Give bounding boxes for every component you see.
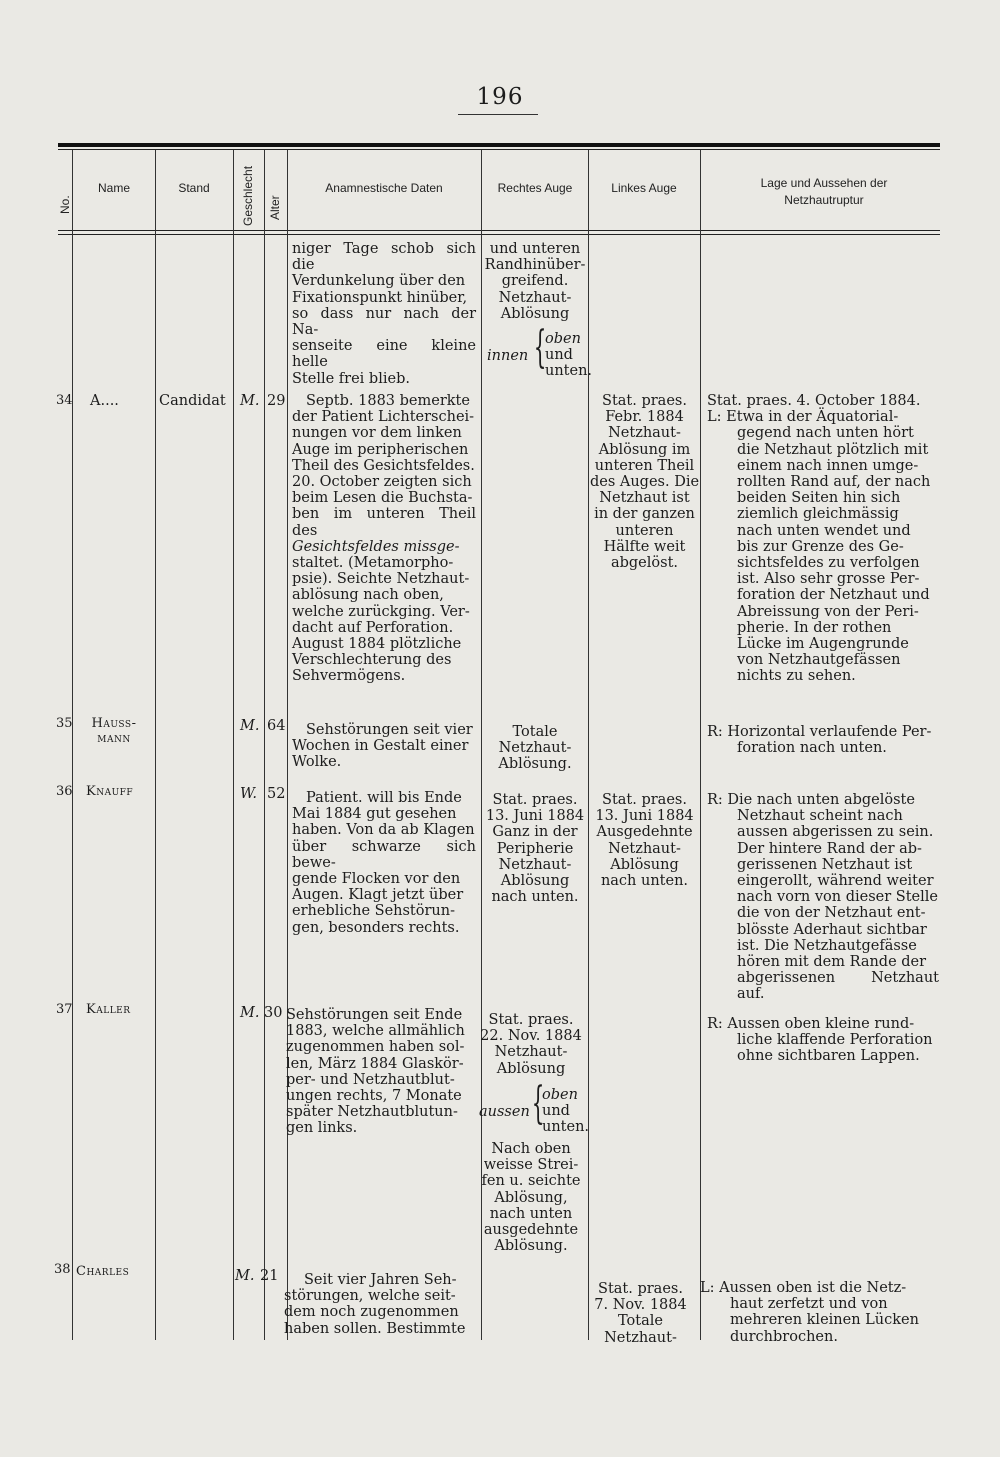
text-line: Netzhaut- xyxy=(498,289,572,306)
text-line: abgelöst. xyxy=(610,555,679,572)
row-35-rechtes xyxy=(482,724,588,773)
col-divider xyxy=(72,150,73,1340)
text-line: per- und Netzhautblut- xyxy=(286,1071,455,1088)
text-line: Netzhaut scheint nach xyxy=(737,808,903,825)
col-divider xyxy=(287,150,288,1340)
text-line: hören mit dem Rande der xyxy=(737,954,927,971)
text-line: durchbrochen. xyxy=(730,1328,838,1345)
text-line: Verdunkelung über den xyxy=(292,273,466,290)
cont-rechtes xyxy=(482,241,588,322)
row-37-sex: M. xyxy=(240,1005,260,1021)
text-line: mann xyxy=(97,731,131,746)
row-37-brace-right xyxy=(542,1087,589,1136)
text-line: Totale xyxy=(512,724,558,740)
text-line: Hälfte weit xyxy=(603,538,686,555)
row-35-name xyxy=(76,716,152,746)
text-line: 22. Nov. 1884 xyxy=(480,1028,582,1045)
text-line: foration der Netzhaut und xyxy=(737,587,930,604)
row-37-lage xyxy=(707,1016,939,1065)
text-line: R: Horizontal verlaufende Per- xyxy=(707,724,932,740)
text-line: unteren xyxy=(615,522,674,539)
text-line: Gesichtsfeldes missge- xyxy=(292,538,460,555)
text-line: Wochen in Gestalt einer xyxy=(292,738,469,755)
text-line: Stat. praes. xyxy=(602,393,687,409)
row-37-no: 37 xyxy=(56,1002,73,1017)
header-name: Name xyxy=(97,181,130,195)
text-line: Sehstörungen seit vier xyxy=(306,722,473,738)
text-line: gende Flocken vor den xyxy=(292,871,461,888)
text-line: haben. Von da ab Klagen xyxy=(292,822,475,839)
text-line: erhebliche Sehstörun- xyxy=(292,903,455,920)
text-line: nach unten xyxy=(489,1205,573,1222)
table-top-rule xyxy=(58,143,940,147)
text-line: Patient. will bis Ende xyxy=(306,790,462,806)
text-line: 20. October zeigten sich xyxy=(292,474,472,491)
row-34-lage xyxy=(707,393,939,685)
row-34-sex: M. xyxy=(240,393,260,409)
text-line: gen links. xyxy=(286,1120,358,1137)
text-line: rollten Rand auf, der nach xyxy=(737,474,931,491)
row-37-rechtes-after xyxy=(474,1141,588,1254)
text-line: len, März 1884 Glaskör- xyxy=(286,1055,464,1072)
text-line: und xyxy=(545,347,573,364)
text-line: haben sollen. Bestimmte xyxy=(284,1320,466,1337)
text-line: Verschlechterung des xyxy=(292,652,452,669)
row-34-name: A.... xyxy=(90,393,119,409)
text-line: Ablösung. xyxy=(494,1238,568,1255)
col-divider xyxy=(233,150,234,1340)
text-line: Abreissung von der Peri- xyxy=(737,603,919,620)
text-line: greifend. xyxy=(501,273,569,290)
text-line: nach unten. xyxy=(491,889,579,906)
row-37-brace-label: aussen xyxy=(479,1104,530,1120)
text-line: blösste Aderhaut sichtbar xyxy=(737,921,927,938)
header-lage: Lage und Aussehen der Netzhautruptur xyxy=(760,176,888,207)
text-line: 1883, welche allmählich xyxy=(286,1023,465,1040)
row-34-age: 29 xyxy=(267,393,286,409)
text-line: einem nach innen umge- xyxy=(737,457,919,474)
text-line: Stelle frei blieb. xyxy=(292,370,410,387)
header-stand: Stand xyxy=(178,181,210,195)
text-line: nach unten wendet und xyxy=(737,522,911,539)
text-line: staltet. (Metamorpho- xyxy=(292,555,454,572)
text-line: Ganz in der xyxy=(492,824,578,841)
text-line: Wolke. xyxy=(292,754,342,771)
col-divider xyxy=(700,150,701,1340)
text-line: nichts zu sehen. xyxy=(737,668,856,685)
row-36-lage xyxy=(707,792,939,1003)
text-line: die Netzhaut plötzlich mit xyxy=(737,441,929,458)
text-line: haut zerfetzt und von xyxy=(730,1296,888,1313)
text-line: Ablösung im xyxy=(598,441,691,458)
text-line: oben xyxy=(545,331,581,347)
text-line: aussen abgerissen zu sein. xyxy=(737,824,934,841)
text-line: fen u. seichte xyxy=(481,1173,581,1190)
table-top-thin-rule xyxy=(58,149,940,150)
text-line: und unteren xyxy=(489,241,581,257)
row-37-name: Kaller xyxy=(86,1002,131,1017)
text-line: liche klaffende Perforation xyxy=(737,1032,933,1049)
header-bottom-rule xyxy=(58,230,940,231)
text-line: abgerissenen Netzhaut auf. xyxy=(737,970,939,1003)
page-number-rule xyxy=(458,114,538,115)
row-38-anamnese xyxy=(284,1272,466,1337)
text-line: Stat. praes. 4. October 1884. xyxy=(707,393,921,409)
text-line: Netzhaut ist xyxy=(599,490,690,507)
text-line: Ablösung, xyxy=(494,1189,568,1206)
text-line: gerissenen Netzhaut ist xyxy=(737,856,913,873)
text-line: Hauss- xyxy=(91,716,137,731)
text-line: 13. Juni 1884 xyxy=(595,808,694,825)
row-36-name: Knauff xyxy=(86,784,134,799)
text-line: Netzhaut- xyxy=(608,840,681,857)
text-line: Theil des Gesichtsfeldes. xyxy=(292,457,475,474)
text-line: und xyxy=(542,1103,570,1120)
text-line: Augen. Klagt jetzt über xyxy=(292,887,464,904)
row-36-anamnese xyxy=(292,790,476,936)
brace-glyph: { xyxy=(531,1078,545,1129)
text-line: ben im unteren Theil des xyxy=(292,506,476,539)
text-line: Stat. praes. xyxy=(598,1281,683,1297)
text-line: sichtsfeldes zu verfolgen xyxy=(737,555,920,572)
col-divider xyxy=(588,150,589,1340)
cont-brace-right xyxy=(545,331,592,380)
text-line: zugenommen haben sol- xyxy=(286,1039,465,1056)
text-line: Netzhaut- xyxy=(494,1044,568,1061)
text-line: eingerollt, während weiter xyxy=(737,873,934,890)
text-line: Netzhaut- xyxy=(604,1329,677,1346)
text-line: unten. xyxy=(542,1119,590,1136)
text-line: Mai 1884 gut gesehen xyxy=(292,806,457,823)
text-line: Ablösung. xyxy=(498,756,572,773)
row-36-sex: W. xyxy=(240,786,257,802)
text-line: dem noch zugenommen xyxy=(284,1304,459,1321)
text-line: psie). Seichte Netzhaut- xyxy=(292,571,470,588)
text-line: die von der Netzhaut ent- xyxy=(737,905,926,922)
text-line: R: Die nach unten abgelöste xyxy=(707,792,915,808)
text-line: ziemlich gleichmässig xyxy=(737,506,899,523)
text-line: Stat. praes. xyxy=(492,792,578,808)
row-36-age: 52 xyxy=(267,786,286,802)
text-line: R: Aussen oben kleine rund- xyxy=(707,1016,915,1032)
text-line: des Auges. Die xyxy=(589,474,700,491)
text-line: später Netzhautblutun- xyxy=(286,1104,458,1121)
text-line: so dass nur nach der Na- xyxy=(292,305,476,339)
header-bottom-rule-2 xyxy=(58,234,940,235)
text-line: oben xyxy=(542,1087,578,1103)
text-line: gen, besonders rechts. xyxy=(292,919,460,936)
text-line: mehreren kleinen Lücken xyxy=(730,1312,919,1329)
col-divider xyxy=(155,150,156,1340)
text-line: L: Aussen oben ist die Netz- xyxy=(700,1280,907,1296)
row-37-age: 30 xyxy=(264,1005,283,1021)
text-line: der Patient Lichterschei- xyxy=(292,409,475,426)
row-36-no: 36 xyxy=(56,784,73,799)
text-line: Totale xyxy=(618,1313,663,1330)
text-line: ablösung nach oben, xyxy=(292,587,444,604)
row-37-anamnese xyxy=(286,1007,468,1137)
text-line: Stat. praes. xyxy=(488,1012,574,1028)
text-line: ungen rechts, 7 Monate xyxy=(286,1088,462,1105)
row-34-no: 34 xyxy=(56,393,73,408)
text-line: welche zurückging. Ver- xyxy=(292,603,470,620)
text-line: senseite eine kleine helle xyxy=(292,338,476,371)
header-alter: Alter xyxy=(268,195,282,220)
text-line: beim Lesen die Buchsta- xyxy=(292,490,473,507)
text-line: Sehvermögens. xyxy=(292,668,406,685)
text-line: Netzhaut- xyxy=(608,425,681,442)
text-line: Lücke im Augengrunde xyxy=(737,636,909,653)
text-line: ohne sichtbaren Lappen. xyxy=(737,1048,920,1065)
text-line: L: Etwa in der Äquatorial- xyxy=(707,409,899,426)
text-line: foration nach unten. xyxy=(737,740,887,757)
text-line: Netzhaut- xyxy=(498,856,572,873)
text-line: in der ganzen xyxy=(594,506,695,523)
row-38-lage xyxy=(700,1280,932,1345)
text-line: ist. Die Netzhautgefässe xyxy=(737,937,917,954)
header-anamnese: Anamnestische Daten xyxy=(325,181,443,195)
text-line: unten. xyxy=(545,363,593,380)
col-divider xyxy=(264,150,265,1340)
cont-anamnese xyxy=(292,241,476,387)
text-line: über schwarze sich bewe- xyxy=(292,838,476,871)
text-line: weisse Strei- xyxy=(483,1157,579,1174)
row-35-anamnese xyxy=(292,722,476,771)
text-line: Septb. 1883 bemerkte xyxy=(306,393,470,409)
row-38-linkes xyxy=(585,1281,696,1346)
row-38-sex: M. xyxy=(235,1268,255,1284)
text-line: gegend nach unten hört xyxy=(737,425,914,442)
row-35-lage xyxy=(707,724,939,756)
text-line: Randhinüber- xyxy=(484,257,586,274)
text-line: 13. Juni 1884 xyxy=(485,808,585,825)
text-line: niger Tage schob sich die xyxy=(292,241,476,274)
row-36-linkes xyxy=(589,792,700,889)
header-no: No. xyxy=(58,195,72,214)
row-35-age: 64 xyxy=(267,718,286,734)
row-35-sex: M. xyxy=(240,718,260,734)
text-line: Ablösung xyxy=(500,873,570,890)
header-rechtes-auge: Rechtes Auge xyxy=(497,181,573,195)
text-line: Ablösung xyxy=(496,1060,566,1077)
text-line: nungen vor dem linken xyxy=(292,425,462,442)
text-line: Stat. praes. xyxy=(602,792,687,808)
page-number: 196 xyxy=(476,84,524,110)
text-line: Ausgedehnte xyxy=(596,824,693,841)
text-line: Seit vier Jahren Seh- xyxy=(304,1272,457,1288)
row-34-linkes xyxy=(589,393,700,571)
cont-brace-label: innen xyxy=(487,348,529,364)
brace-glyph: { xyxy=(533,322,547,373)
text-line: August 1884 plötzliche xyxy=(292,636,462,653)
text-line: unteren Theil xyxy=(594,457,695,474)
text-line: 7. Nov. 1884 xyxy=(594,1297,687,1314)
text-line: von Netzhautgefässen xyxy=(737,652,901,669)
row-38-no: 38 xyxy=(54,1262,71,1277)
text-line: Netzhaut- xyxy=(498,740,572,757)
row-36-rechtes xyxy=(482,792,588,905)
text-line: nach vorn von dieser Stelle xyxy=(737,889,938,906)
row-34-anamnese xyxy=(292,393,476,685)
text-line: Peripherie xyxy=(496,840,574,857)
text-line: nach unten. xyxy=(600,873,689,890)
text-line: Sehstörungen seit Ende xyxy=(286,1007,463,1023)
header-geschlecht: Geschlecht xyxy=(241,165,255,226)
text-line: Ablösung xyxy=(610,856,679,873)
text-line: Fixationspunkt hinüber, xyxy=(292,289,468,306)
row-38-name: Charles xyxy=(76,1264,130,1279)
text-line: Auge im peripherischen xyxy=(292,441,469,458)
text-line: Ablösung xyxy=(500,305,570,322)
row-38-age: 21 xyxy=(260,1268,279,1284)
text-line: ausgedehnte xyxy=(483,1222,579,1239)
text-line: Febr. 1884 xyxy=(605,409,684,426)
row-37-rechtes xyxy=(474,1012,588,1077)
text-line: ist. Also sehr grosse Per- xyxy=(737,571,920,588)
text-line: störungen, welche seit- xyxy=(284,1288,456,1305)
text-line: beiden Seiten hin sich xyxy=(737,490,901,507)
text-line: pherie. In der rothen xyxy=(737,619,892,636)
text-line: Der hintere Rand der ab- xyxy=(737,840,922,857)
text-line: dacht auf Perforation. xyxy=(292,619,454,636)
row-35-no: 35 xyxy=(56,716,73,731)
row-34-stand: Candidat xyxy=(159,393,226,409)
text-line: Nach oben xyxy=(491,1141,571,1157)
text-line: bis zur Grenze des Ge- xyxy=(737,538,904,555)
header-linkes-auge: Linkes Auge xyxy=(611,181,677,195)
